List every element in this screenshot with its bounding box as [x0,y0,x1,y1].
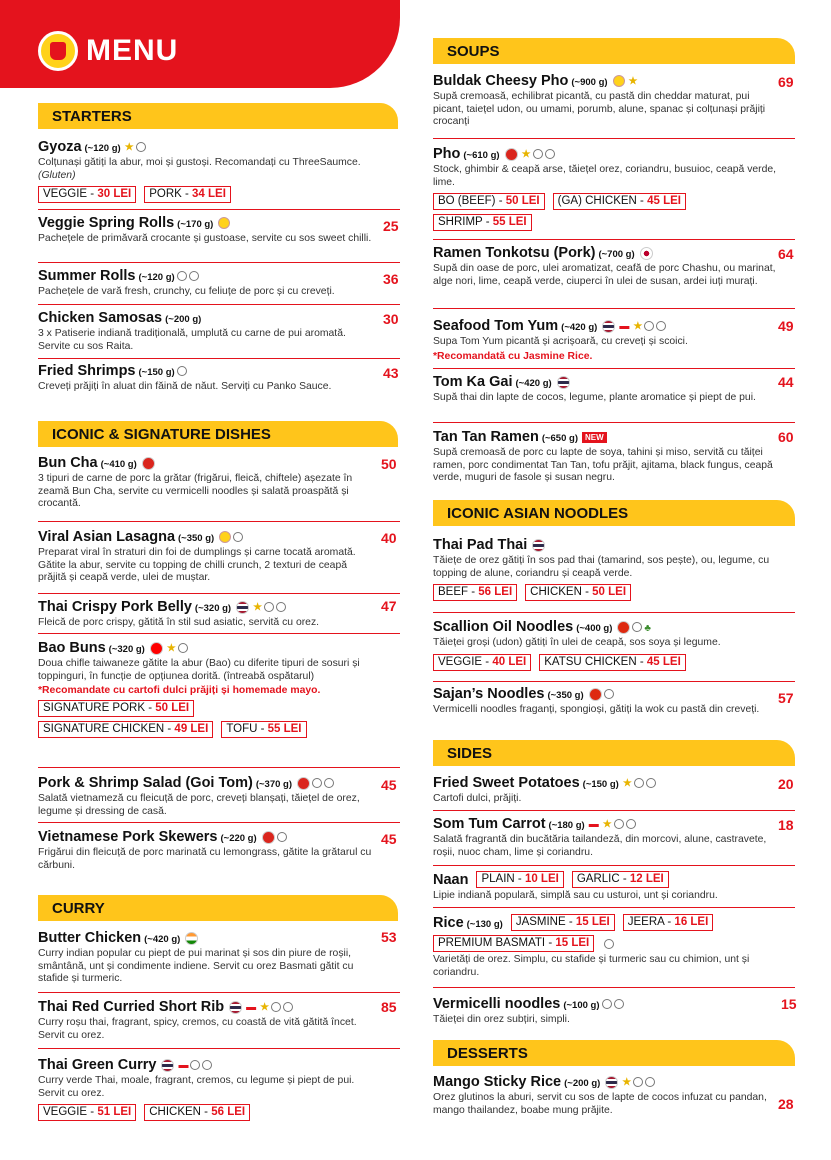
star-icon: ★ [622,777,632,789]
star-icon: ★ [521,148,531,160]
menu-item-seafood-tom-yum: Seafood Tom Yum (~420 g) ▬ ★ Supa Tom Yum picantă și acrișoară, cu creveți și scoici. *Recomandată cu Jasmine Rice. [433,318,688,362]
section-noodles: ICONIC ASIAN NOODLES [433,500,795,526]
menu-item-pad-thai: Thai Pad Thai Tăiețe de orez gătiți în sos pad thai (tamarind, sos pește), ou, legume, cu topping de alune, coriandru și ceapă verde. BEEF - 56 LEI CHICKEN - 50 LEI [433,537,793,601]
item-price: 60 [778,429,794,445]
option-veggie: VEGGIE - 40 LEI [433,654,531,671]
nuts-icon [614,999,624,1009]
divider [433,612,795,613]
gluten-icon [312,778,322,788]
menu-item-mango-sticky-rice: Mango Sticky Rice (~200 g) ★ Orez glutinos la aburi, servit cu sos de lapte de cocos infuzat cu pandan, mango thailandez, boabe mung prăjite. [433,1074,767,1116]
divider [433,239,795,240]
thailand-flag-icon [557,376,570,389]
menu-item-ramen-tonkotsu: Ramen Tonkotsu (Pork) (~700 g) Supă din oase de porc, ulei aromatizat, ceafă de porc Chashu, ou marinat, alge nori, lime, ceapă verde, ciuperci în ulei de susan, ardei iuți murați. [433,245,776,287]
nuts-icon [604,939,614,949]
gluten-icon [644,321,654,331]
gluten-icon [233,532,243,542]
header-banner [0,0,400,88]
menu-item-vermicelli-noodles: Vermicelli noodles (~100 g) Tăiețeі din orez subțiri, simpli. [433,996,778,1027]
gluten-icon [632,622,642,632]
divider [433,907,795,908]
star-icon: ★ [260,1001,270,1013]
vietnam-flag-icon [505,148,518,161]
item-price: 25 [383,218,399,234]
china-flag-icon [589,688,602,701]
item-name: Gyoza [38,139,82,155]
divider [433,138,795,139]
gluten-icon [634,778,644,788]
item-price: 69 [778,74,794,90]
menu-item-summer-rolls: Summer Rolls (~120 g) Pachețele de vară fresh, crunchy, cu feliuțe de porc și cu creveți. [38,268,335,297]
option-jeera: JEERA - 16 LEI [623,914,714,931]
star-icon: ★ [124,141,134,153]
item-price: 40 [381,530,397,546]
star-icon: ★ [602,818,612,830]
gluten-icon [177,271,187,281]
menu-item-buldak-cheesy-pho: Buldak Cheesy Pho (~900 g) ★ Supă cremoasă, echilibrat picantă, cu pastă din cheddar maturat, pui picant, taiețel udon, ou umami, porumb, alune, spanac și colțunași prăjiți crocanți [433,73,766,128]
menu-item-veggie-spring-rolls: Veggie Spring Rolls (~170 g) Pachețele de primăvară crocante și gustoase, servite cu sos sweet chilli. [38,215,372,244]
divider [433,368,795,369]
vegan-leaf-icon: ♣ [644,623,651,634]
option-plain: PLAIN - 10 LEI [476,871,563,888]
logo-icon [38,31,78,71]
nuts-icon [645,1077,655,1087]
chili-icon: ▬ [619,320,630,332]
option-chicken: CHICKEN - 50 LEI [525,584,631,601]
option-shrimp: SHRIMP - 55 LEI [433,214,532,231]
option-jasmine: JASMINE - 15 LEI [511,914,615,931]
item-price: 18 [778,817,794,833]
item-price: 28 [778,1096,794,1112]
menu-item-tom-ka-gai: Tom Ka Gai (~420 g) Supă thai din lapte de cocos, legume, plante aromatice și piept de pui. [433,374,756,403]
vietnam-flag-icon [262,831,275,844]
vietnam-flag-icon [297,777,310,790]
item-price: 57 [778,690,794,706]
option-beef: BEEF - 56 LEI [433,584,517,601]
option-premium-basmati: PREMIUM BASMATI - 15 LEI [433,935,594,952]
gluten-icon [604,689,614,699]
thailand-flag-icon [229,1001,242,1014]
item-price: 45 [381,831,397,847]
nuts-icon [202,1060,212,1070]
item-price: 47 [381,598,397,614]
cheese-icon [218,217,230,229]
chili-icon: ▬ [246,1001,257,1013]
divider [38,209,400,210]
divider [38,767,400,768]
menu-item-gyoza [38,139,378,203]
nuts-icon [656,321,666,331]
section-curry: CURRY [38,895,398,921]
menu-item-bao-buns: Bao Buns (~320 g) ★ Doua chifle taiwaneze gătite la abur (Bao) cu diferite tipuri de sosuri și toppinguri, în funcție de opțiunea dorită. (întreabă ospătarul) *Recomandate cu cartofi dulci prăjiți și homemade mayo. SIGNATURE PORK - 50 LEI SIGNATURE CHICKEN - 49 LEI TOFU - 55 LEI [38,640,388,738]
menu-item-scallion-oil-noodles: Scallion Oil Noodles (~400 g) ♣ Tăiețeі groși (udon) gătiți în uleі de ceapă, sos soya și legume. VEGGIE - 40 LEI KATSU CHICKEN - 45 LEI [433,619,793,671]
menu-item-viral-asian-lasagna: Viral Asian Lasagna (~350 g) Preparat viral în straturi din foi de dumplings și carne tocată aromată. Gătite la abur, servite cu topping de chilli crunch, 2 texturi de ceapă prăjită și ceapă verde, ulei de muștar. [38,529,356,584]
star-icon: ★ [253,601,263,613]
thailand-flag-icon [161,1059,174,1072]
menu-item-butter-chicken: Butter Chicken (~420 g) Curry indian popular cu piept de pui marinat și sos din piure de roșii, smântână, unt și condimente indiene. Servit cu orez Basmati gătit cu stafide și turmeric. [38,930,354,985]
star-icon: ★ [628,75,638,87]
star-icon: ★ [633,320,643,332]
divider [433,810,795,811]
taiwan-flag-icon [150,642,163,655]
menu-item-tan-tan-ramen: Tan Tan Ramen (~650 g) NEW Supă cremoasă de porc cu lapte de soya, tahini și miso, servită cu tăiței ramen, porc condimentat Tan Tan, tofu prăjit, ajitama, black fungus, ceapă verde, muguri de fasole și susan negru. [433,429,773,484]
menu-item-pho: Pho (~610 g) ★ Stock, ghimbir & ceapă arse, tăiețel orez, coriandru, busuioc, ceapă verde, lime. BO (BEEF) - 50 LEI (GA) CHICKEN - 45 LEI SHRIMP - 55 LEI [433,146,778,231]
divider [38,304,400,305]
china-flag-icon [617,621,630,634]
cheese-icon [219,531,231,543]
option-veggie: VEGGIE - 51 LEI [38,1104,136,1121]
item-weight: (~120 g) [84,143,121,154]
gluten-icon [271,1002,281,1012]
divider [433,865,795,866]
star-icon: ★ [166,642,176,654]
nuts-icon [545,149,555,159]
option-tofu: TOFU - 55 LEI [221,721,306,738]
divider [38,521,400,522]
gluten-icon [190,1060,200,1070]
item-price: 36 [383,271,399,287]
india-flag-icon [185,932,198,945]
gluten-icon [264,602,274,612]
option-garlic: GARLIC - 12 LEI [572,871,669,888]
section-soups: SOUPS [433,38,795,64]
thailand-flag-icon [532,539,545,552]
nuts-icon [276,602,286,612]
menu-item-som-tum-carrot: Som Tum Carrot (~180 g) ▬ ★ Salată fragrantă din bucătăria tailandeză, din morcovi, alune, castravete, roșii, nuoc cham, lime și coriandru. [433,816,767,858]
option-veggie: VEGGIE - 30 LEI [38,186,136,203]
menu-item-fried-sweet-potatoes: Fried Sweet Potatoes (~150 g) ★ Cartofi dulci, prăjiți. [433,775,778,806]
nuts-icon [283,1002,293,1012]
new-badge: NEW [582,432,607,443]
menu-item-bun-cha: Bun Cha (~410 g) 3 tipuri de carne de porc la grătar (frigărui, fleică, chiftele) așezate în zeamă Bun Cha, servite cu vermicelli noodles și salată proaspătă și crocantă. [38,455,353,510]
star-icon: ★ [622,1076,632,1088]
menu-item-rice: Rice (~130 g) JASMINE - 15 LEI JEERA - 16 LEI PREMIUM BASMATI - 15 LEI Varietăți de orez. Simplu, cu stafide și turmeric sau cu chimion, unt și coriandru. [433,914,750,978]
divider [38,1048,400,1049]
item-price: 85 [381,999,397,1015]
menu-item-fried-shrimps: Fried Shrimps (~150 g) Creveți prăjiți în aluat din făină de năut. Serviți cu Panko Sauce. [38,363,332,392]
chili-icon: ▬ [588,818,599,830]
cheese-icon [613,75,625,87]
divider [38,358,400,359]
section-iconic: ICONIC & SIGNATURE DISHES [38,421,398,447]
chili-icon: ▬ [178,1059,189,1071]
nuts-icon [626,819,636,829]
nuts-icon [189,271,199,281]
nuts-icon [646,778,656,788]
thailand-flag-icon [605,1076,618,1089]
item-price: 30 [383,311,399,327]
page-title: MENU [86,34,179,67]
divider [38,262,400,263]
item-desc: Colțunași gătiți la abur, moi și gustoși. Recomandați cu ThreeSaumce. [38,157,361,168]
divider [38,822,400,823]
option-pork: PORK - 34 LEI [144,186,231,203]
item-price: 49 [778,318,794,334]
item-price: 20 [778,776,794,792]
item-price: 45 [381,777,397,793]
menu-item-goi-tom: Pork & Shrimp Salad (Goi Tom) (~370 g) Salată vietnameză cu fleicuță de porc, creveți blanșați, tăiețel de orez, legume și dressing de casă. [38,775,360,817]
divider [433,681,795,682]
menu-item-green-curry: Thai Green Curry ▬ Curry verde Thai, moale, fragrant, cremos, cu legume și piept de pui. Servit cu orez. VEGGIE - 51 LEI CHICKEN - 56 LEI [38,1057,383,1121]
option-chicken: (GA) CHICKEN - 45 LEI [553,193,686,210]
option-signature-pork: SIGNATURE PORK - 50 LEI [38,700,194,717]
option-beef: BO (BEEF) - 50 LEI [433,193,545,210]
gluten-icon [277,832,287,842]
thailand-flag-icon [236,601,249,614]
item-note: (Gluten) [38,169,76,181]
section-desserts: DESSERTS [433,1040,795,1066]
option-signature-chicken: SIGNATURE CHICKEN - 49 LEI [38,721,213,738]
japan-flag-icon [640,247,653,260]
nuts-icon [324,778,334,788]
divider [38,992,400,993]
divider [38,593,400,594]
item-price: 50 [381,456,397,472]
item-price: 53 [381,929,397,945]
menu-item-red-curried-short-rib: Thai Red Curried Short Rib ▬ ★ Curry roșu thai, fragrant, spicy, cremos, cu coastă de vită gătită încet. Servit cu orez. [38,999,357,1041]
divider [433,422,795,423]
gluten-icon [533,149,543,159]
divider [433,987,795,988]
divider [38,633,400,634]
divider [433,308,795,309]
gluten-icon [633,1077,643,1087]
item-price: 43 [383,365,399,381]
gluten-icon [178,643,188,653]
menu-item-sajans-noodles: Sajan’s Noodles (~350 g) Vermicelli noodles fraganți, spongioși, gătiți la wok cu pastă din creveți. [433,686,760,715]
option-katsu-chicken: KATSU CHICKEN - 45 LEI [539,654,686,671]
gluten-icon [614,819,624,829]
menu-item-naan: Naan PLAIN - 10 LEI GARLIC - 12 LEI Lipie indiană populară, simplă sau cu usturoi, unt și coriandru. [433,871,718,901]
menu-item-thai-crispy-pork-belly: Thai Crispy Pork Belly (~320 g) ★ Fleică de porc crispy, gătită în stil sud asiatic, servită cu orez. [38,599,320,628]
gluten-icon [136,142,146,152]
menu-item-chicken-samosas: Chicken Samosas (~200 g) 3 x Patiserie indiană tradițională, umplută cu carne de pui aromată. Servite cu sos Raita. [38,310,346,352]
item-price: 15 [781,996,797,1012]
menu-item-pork-skewers: Vietnamese Pork Skewers (~220 g) Frigărui din fleicuță de porc marinată cu lemongrass, gătite la grătarul cu cărbuni. [38,829,372,871]
item-price: 64 [778,246,794,262]
option-chicken: CHICKEN - 56 LEI [144,1104,250,1121]
section-starters: STARTERS [38,103,398,129]
thailand-flag-icon [602,320,615,333]
vietnam-flag-icon [142,457,155,470]
gluten-icon [177,366,187,376]
section-sides: SIDES [433,740,795,766]
item-price: 44 [778,374,794,390]
gluten-icon [602,999,612,1009]
